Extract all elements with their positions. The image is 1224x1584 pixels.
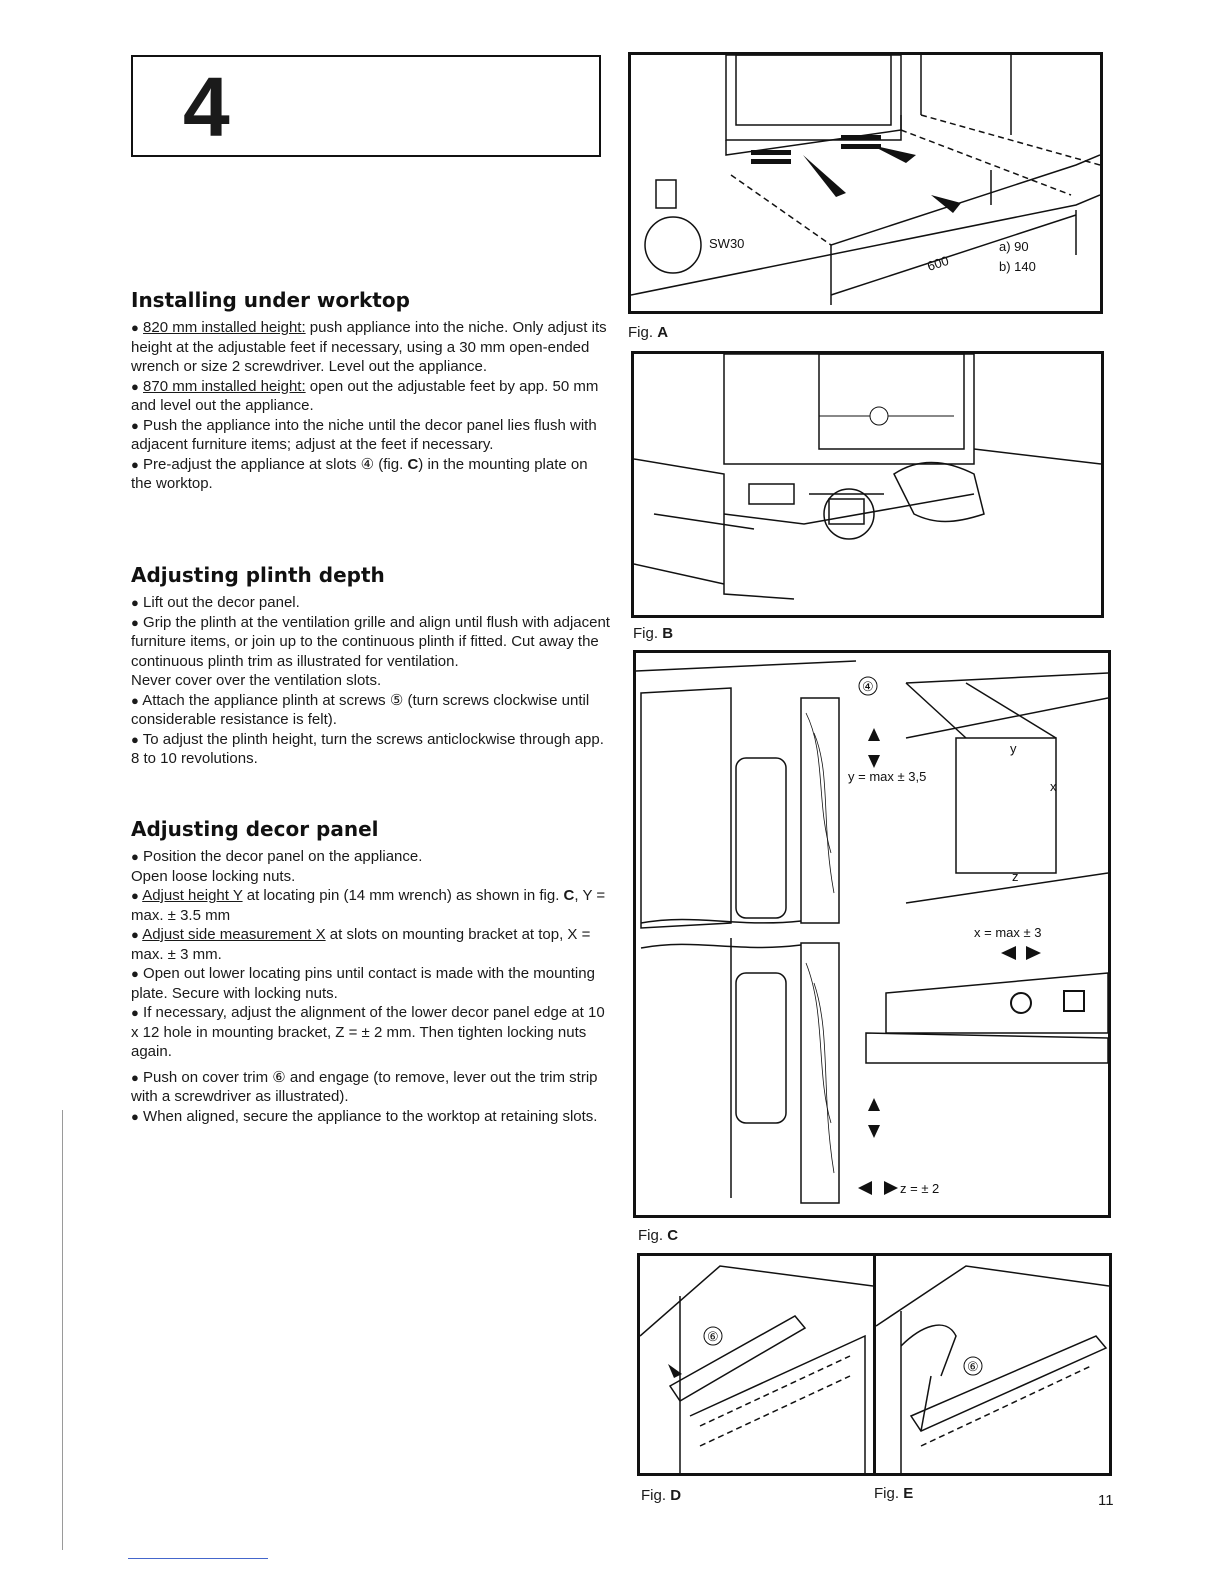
paragraph: ● Position the decor panel on the appliance. — [131, 848, 423, 865]
paragraph: ● Pre-adjust the appliance at slots ④ (fig. C) in the mounting plate on the worktop. — [131, 455, 588, 492]
label-callout-4: ④ — [862, 679, 874, 694]
figure-c-illustration — [636, 653, 1108, 1215]
paragraph: ● Grip the plinth at the ventilation grille and align until flush with adjacent furniture items, or join up to the continuous plinth if fitted. Cut away the continuous plinth trim as illustrated for ventilation. — [131, 613, 610, 670]
scan-margin-line — [62, 1110, 63, 1550]
figure-e-illustration — [876, 1256, 1109, 1473]
paragraph: ● Attach the appliance plinth at screws ⑤ (turn screws clockwise until considerable resistance is felt). — [131, 691, 590, 728]
chapter-box — [131, 55, 601, 157]
figure-b — [631, 351, 1104, 618]
section-plinth — [131, 563, 611, 769]
label-width-600: 600 — [925, 252, 951, 274]
paragraph: ● To adjust the plinth height, turn the screws anticlockwise through app. 8 to 10 revolutions. — [131, 730, 604, 767]
paragraph: ● 870 mm installed height: open out the adjustable feet by app. 50 mm and level out the appliance. — [131, 377, 599, 414]
label-xmax: x = max ± 3 — [974, 925, 1042, 940]
label-height-b: b) 140 — [999, 259, 1036, 274]
section-title-installing: Installing under worktop — [131, 288, 410, 312]
paragraph: ● Adjust side measurement X at slots on mounting bracket at top, X = max. ± 3 mm. — [131, 926, 591, 963]
paragraph: ● Open out lower locating pins until contact is made with the mounting plate. Secure with locking nuts. — [131, 965, 595, 1002]
paragraph: Open loose locking nuts. — [131, 867, 296, 885]
paragraph: ● When aligned, secure the appliance to the worktop at retaining slots. — [131, 1107, 598, 1125]
label-z: z — [1012, 869, 1019, 884]
figure-a-illustration — [631, 55, 1100, 311]
figure-d — [637, 1253, 876, 1476]
label-sw30: SW30 — [709, 236, 745, 251]
paragraph: ● Push the appliance into the niche until the decor panel lies flush with adjacent furniture items; adjust at the feet if necessary. — [131, 416, 597, 453]
section-title-plinth: Adjusting plinth depth — [131, 563, 385, 587]
figure-d-illustration — [640, 1256, 873, 1473]
label-height-a: a) 90 — [999, 239, 1029, 254]
paragraph: ● Push on cover trim ⑥ and engage (to remove, lever out the trim strip with a screwdriver as illustrated). — [131, 1068, 598, 1105]
section-decor — [131, 817, 611, 1126]
section-title-decor: Adjusting decor panel — [131, 817, 379, 841]
paragraph: ● 820 mm installed height: push appliance into the niche. Only adjust its height at the adjustable feet if necessary, using a 30 mm open-ended wrench or size 2 screwdriver. Level out the appliance. — [131, 319, 607, 375]
label-y: y — [1010, 741, 1017, 756]
label-callout-6: ⑥ — [707, 1329, 719, 1344]
figure-b-caption: Fig. B — [633, 625, 674, 642]
scan-bottom-line — [128, 1558, 268, 1559]
label-callout-6: ⑥ — [967, 1359, 979, 1374]
figure-c — [633, 650, 1111, 1218]
paragraph: ● If necessary, adjust the alignment of the lower decor panel edge at 10 x 12 hole in mounting bracket, Z = ± 2 mm. Then tighten locking nuts again. — [131, 1004, 605, 1060]
chapter-number: 4 — [183, 60, 230, 154]
label-ymax: y = max ± 3,5 — [848, 769, 927, 784]
figure-a-caption: Fig. A — [628, 324, 669, 341]
figure-e-caption: Fig. E — [874, 1485, 914, 1502]
paragraph: Never cover over the ventilation slots. — [131, 672, 382, 689]
figure-a — [628, 52, 1103, 314]
figure-c-caption: Fig. C — [638, 1227, 679, 1244]
figure-b-illustration — [634, 354, 1101, 615]
figure-d-caption: Fig. D — [641, 1487, 682, 1504]
page-number: 11 — [1098, 1492, 1114, 1509]
label-zval: z = ± 2 — [900, 1181, 940, 1196]
paragraph: ● Adjust height Y at locating pin (14 mm wrench) as shown in fig. C, Y = max. ± 3.5 mm — [131, 887, 606, 924]
figure-e — [873, 1253, 1112, 1476]
section-installing — [131, 288, 611, 494]
paragraph: ● Lift out the decor panel. — [131, 594, 300, 611]
label-x: x — [1050, 779, 1057, 794]
